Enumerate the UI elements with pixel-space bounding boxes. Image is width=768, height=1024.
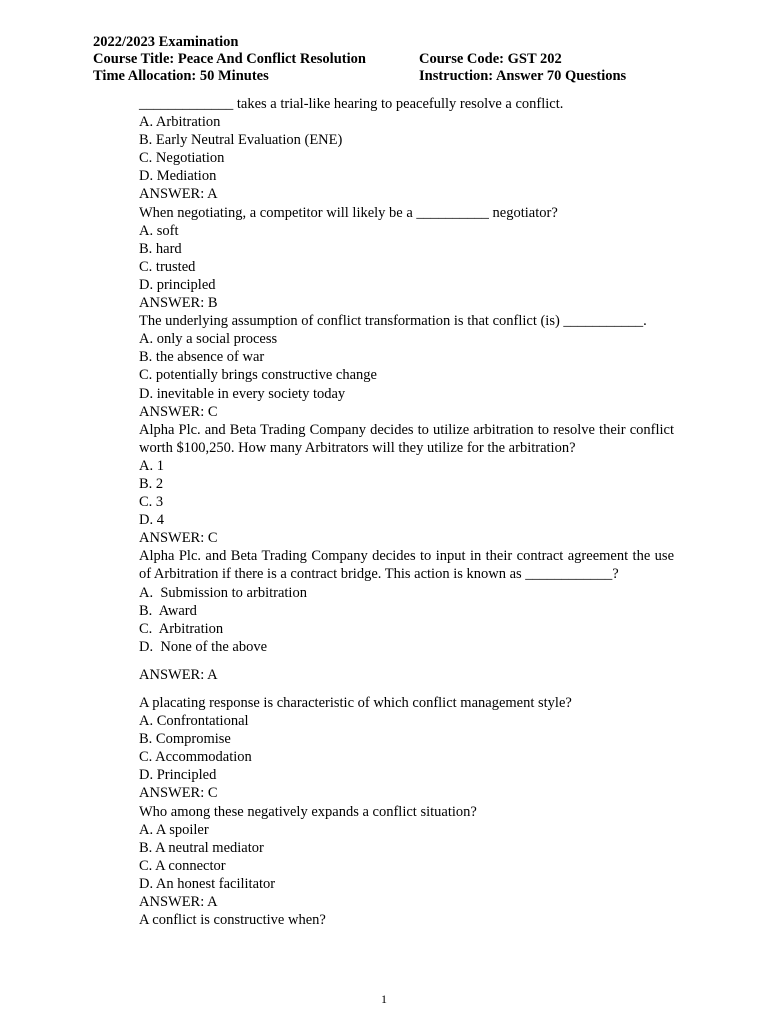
- q4-option-a: A. 1: [139, 457, 164, 474]
- q6-option-b: B. Compromise: [139, 731, 231, 748]
- q4-option-d: D. 4: [139, 512, 164, 529]
- q4-answer: ANSWER: C: [139, 530, 218, 547]
- time-allocation: Time Allocation: 50 Minutes: [93, 68, 269, 84]
- q6-option-a: A. Confrontational: [139, 713, 249, 730]
- question-2-stem: When negotiating, a competitor will likely be a __________ negotiator?: [139, 204, 558, 221]
- q1-answer: ANSWER: A: [139, 186, 218, 203]
- q4-option-b: B. 2: [139, 475, 164, 492]
- exam-header: [93, 34, 693, 85]
- q6-answer: ANSWER: C: [139, 785, 218, 802]
- q3-option-b: B. the absence of war: [139, 349, 265, 366]
- q1-option-c: C. Negotiation: [139, 150, 225, 167]
- q2-option-c: C. trusted: [139, 258, 196, 275]
- q2-option-d: D. principled: [139, 276, 216, 293]
- question-3-stem: The underlying assumption of conflict transformation is that conflict (is) ___________.: [139, 313, 647, 330]
- question-4-stem: Alpha Plc. and Beta Trading Company decides to utilize arbitration to resolve their conflict worth $100,250. How many Arbitrators will they utilize for the arbitration?: [139, 421, 674, 456]
- q4-option-c: C. 3: [139, 494, 164, 511]
- q6-option-c: C. Accommodation: [139, 749, 252, 766]
- q5-option-d: D. None of the above: [139, 638, 268, 655]
- question-5-stem: Alpha Plc. and Beta Trading Company decides to input in their contract agreement the use of Arbitration if there is a contract bridge. This action is known as ____________?: [139, 548, 674, 583]
- q3-option-a: A. only a social process: [139, 331, 278, 348]
- q5-option-b: B. Award: [139, 602, 197, 619]
- q5-option-a: A. Submission to arbitration: [139, 584, 307, 601]
- q5-option-c: C. Arbitration: [139, 620, 224, 637]
- q7-option-d: D. An honest facilitator: [139, 875, 276, 892]
- q1-option-b: B. Early Neutral Evaluation (ENE): [139, 132, 343, 149]
- q7-option-c: C. A connector: [139, 857, 226, 874]
- q1-option-d: D. Mediation: [139, 168, 217, 185]
- q7-option-b: B. A neutral mediator: [139, 839, 264, 856]
- course-code: Course Code: GST 202: [419, 51, 562, 67]
- q1-option-a: A. Arbitration: [139, 114, 221, 131]
- q7-option-a: A. A spoiler: [139, 821, 209, 838]
- q2-option-b: B. hard: [139, 240, 182, 257]
- question-list: [139, 95, 674, 929]
- question-6-stem: A placating response is characteristic of which conflict management style?: [139, 695, 572, 711]
- q5-answer: ANSWER: A: [139, 666, 218, 683]
- q3-option-d: D. inevitable in every society today: [139, 385, 346, 402]
- q3-answer: ANSWER: C: [139, 403, 218, 420]
- question-8-stem: A conflict is constructive when?: [139, 912, 326, 929]
- q7-answer: ANSWER: A: [139, 894, 218, 911]
- question-1-stem: _____________ takes a trial-like hearing to peacefully resolve a conflict.: [139, 96, 564, 112]
- instruction: Instruction: Answer 70 Questions: [419, 68, 627, 84]
- course-title: Course Title: Peace And Conflict Resolution: [93, 51, 366, 67]
- q2-option-a: A. soft: [139, 222, 179, 239]
- q6-option-d: D. Principled: [139, 767, 217, 784]
- q3-option-c: C. potentially brings constructive change: [139, 367, 377, 384]
- q2-answer: ANSWER: B: [139, 295, 218, 312]
- page-number: 1: [381, 992, 387, 1006]
- exam-year: 2022/2023 Examination: [93, 34, 239, 50]
- question-7-stem: Who among these negatively expands a conflict situation?: [139, 803, 477, 820]
